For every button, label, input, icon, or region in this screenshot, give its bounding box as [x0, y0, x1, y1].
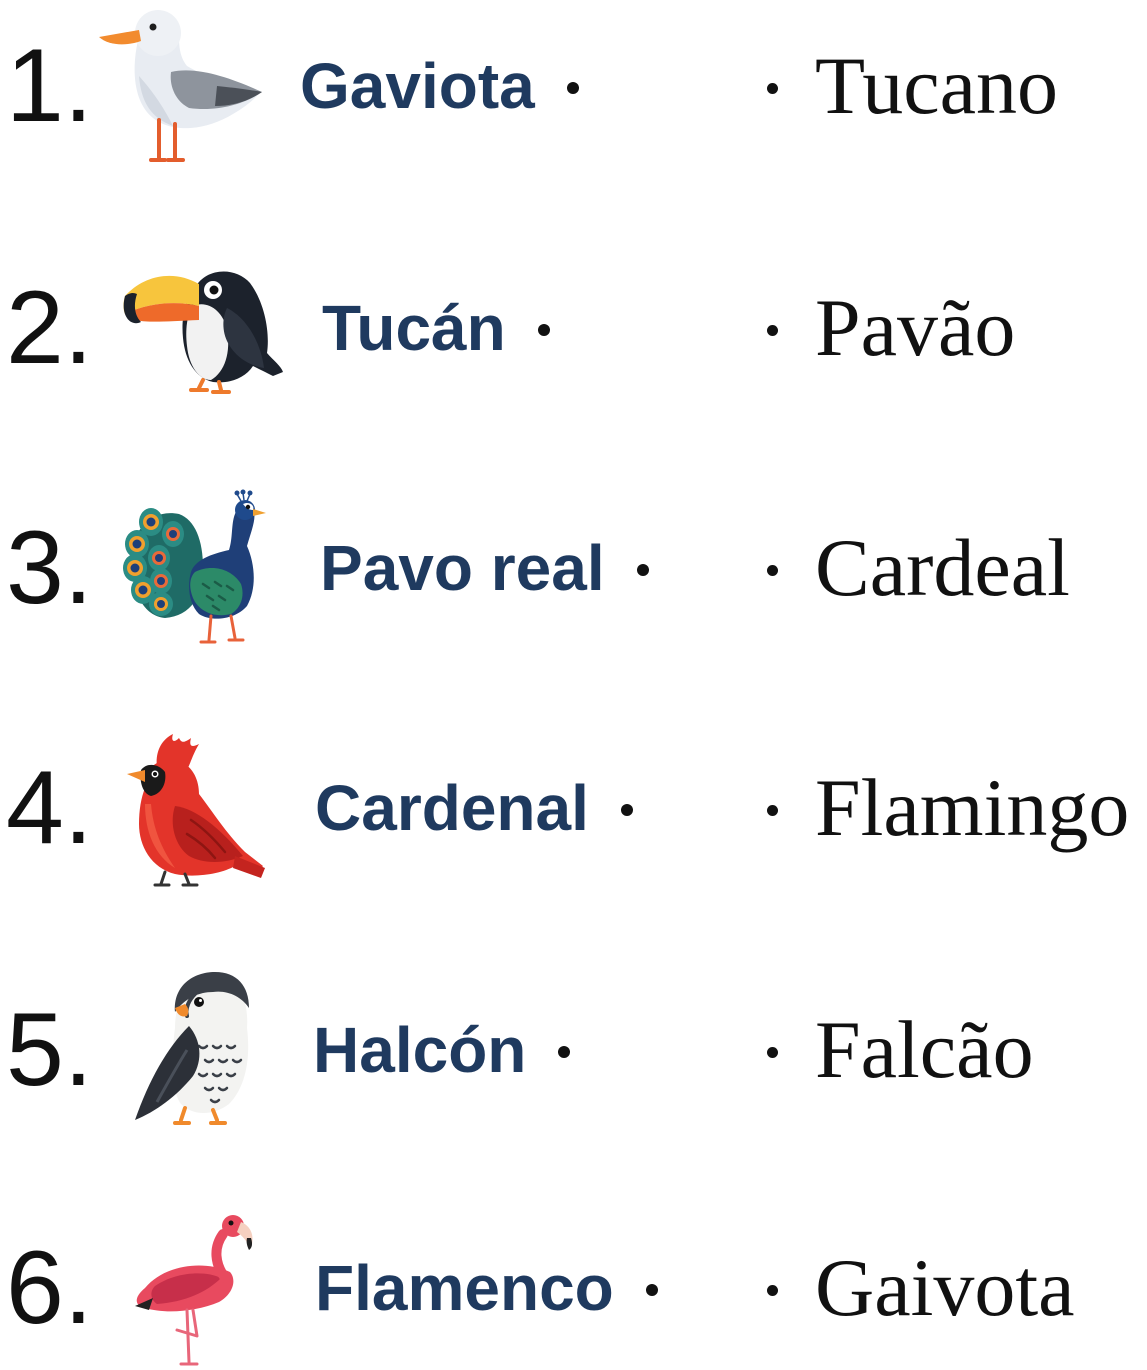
spanish-word: Halcón	[313, 1014, 527, 1086]
right-match-dot[interactable]	[767, 565, 778, 576]
toucan-icon	[95, 248, 285, 408]
spanish-word-item	[315, 728, 633, 888]
right-match-dot[interactable]	[767, 1285, 778, 1296]
portuguese-word-item	[767, 248, 1015, 408]
item-number: 3.	[6, 510, 93, 626]
matching-row	[0, 488, 1147, 648]
portuguese-word-item	[767, 970, 1034, 1130]
matching-row	[0, 248, 1147, 408]
matching-row	[0, 728, 1147, 888]
spanish-word-item	[313, 970, 570, 1130]
spanish-word-item	[322, 248, 550, 408]
left-match-dot[interactable]	[646, 1284, 658, 1296]
spanish-word-item	[320, 488, 649, 648]
spanish-word: Tucán	[322, 292, 506, 364]
portuguese-word: Flamingo	[815, 762, 1130, 853]
falcon-icon	[95, 970, 285, 1130]
peacock-icon	[95, 488, 285, 648]
left-match-dot[interactable]	[637, 564, 649, 576]
right-match-dot[interactable]	[767, 325, 778, 336]
item-number: 6.	[6, 1230, 93, 1346]
cardinal-icon	[95, 728, 285, 888]
portuguese-word: Gaivota	[815, 1242, 1075, 1333]
portuguese-word: Tucano	[815, 40, 1058, 131]
right-match-dot[interactable]	[767, 83, 778, 94]
spanish-word: Pavo real	[320, 532, 605, 604]
left-match-dot[interactable]	[567, 82, 579, 94]
matching-row	[0, 1208, 1147, 1368]
item-number: 1.	[6, 28, 93, 144]
item-number: 5.	[6, 992, 93, 1108]
left-match-dot[interactable]	[558, 1046, 570, 1058]
portuguese-word-item	[767, 6, 1058, 166]
spanish-word: Gaviota	[300, 50, 535, 122]
left-match-dot[interactable]	[621, 804, 633, 816]
seagull-icon	[95, 6, 285, 166]
item-number: 2.	[6, 270, 93, 386]
portuguese-word-item	[767, 728, 1129, 888]
portuguese-word-item	[767, 1208, 1075, 1368]
left-match-dot[interactable]	[538, 324, 550, 336]
portuguese-word-item	[767, 488, 1070, 648]
right-match-dot[interactable]	[767, 805, 778, 816]
spanish-word-item	[315, 1208, 658, 1368]
spanish-word: Cardenal	[315, 772, 589, 844]
matching-row	[0, 970, 1147, 1130]
spanish-word-item	[300, 6, 579, 166]
item-number: 4.	[6, 750, 93, 866]
portuguese-word: Pavão	[815, 282, 1016, 373]
flamingo-icon	[95, 1208, 285, 1368]
portuguese-word: Falcão	[815, 1004, 1034, 1095]
spanish-word: Flamenco	[315, 1252, 614, 1324]
right-match-dot[interactable]	[767, 1047, 778, 1058]
portuguese-word: Cardeal	[815, 522, 1070, 613]
matching-row	[0, 6, 1147, 166]
